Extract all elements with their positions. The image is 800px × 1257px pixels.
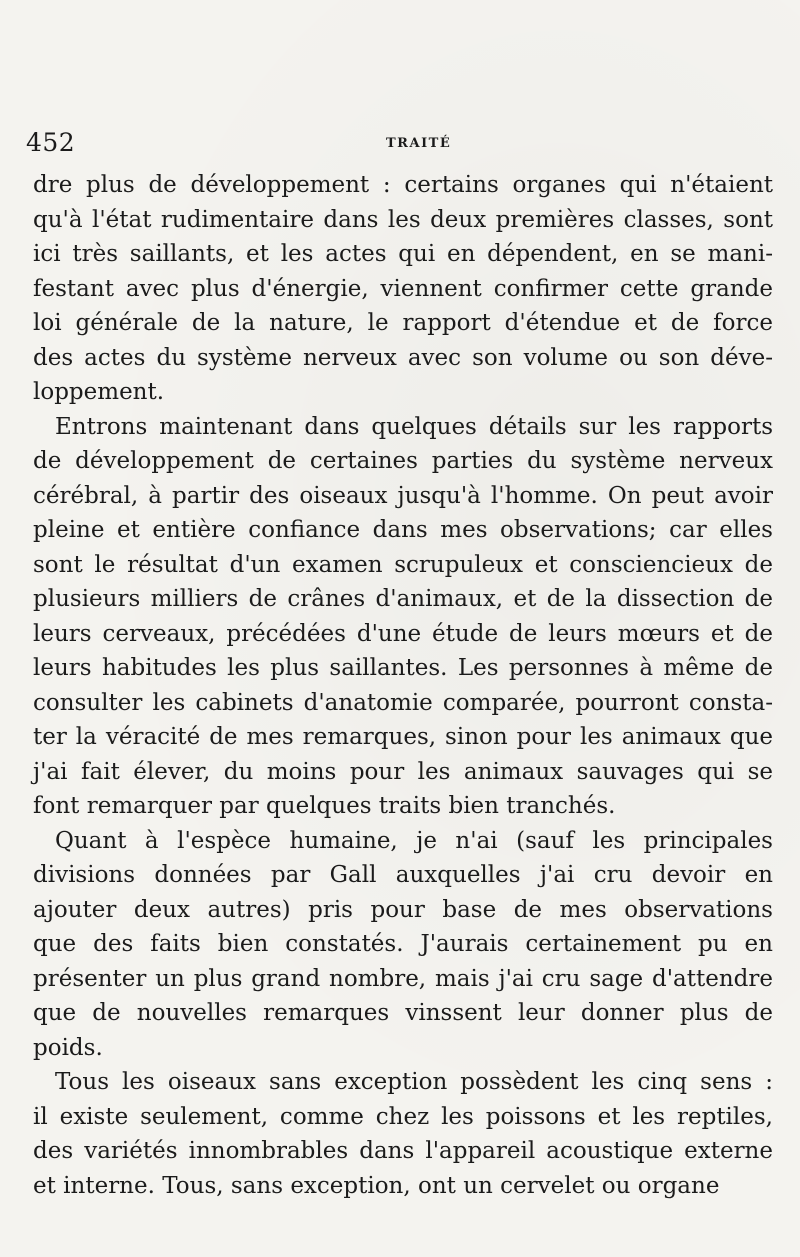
text-line: présenter un plus grand nombre, mais j'ai cru sage d'attendre bbox=[33, 965, 773, 992]
text-line: divisions données par Gall auxquelles j'ai cru devoir en bbox=[33, 862, 773, 888]
text-line: Quant à l'espèce humaine, je n'ai (sauf les principales bbox=[55, 827, 773, 854]
text-line: loppement. bbox=[33, 379, 165, 405]
page-number: 452 bbox=[26, 128, 76, 157]
text-line: plusieurs milliers de crânes d'animaux, et de la dissection de bbox=[33, 586, 773, 612]
paragraph bbox=[33, 168, 773, 410]
text-line: festant avec plus d'énergie, viennent confirmer cette grande bbox=[33, 275, 773, 302]
text-line: et interne. Tous, sans exception, ont un cervelet ou organe bbox=[33, 1172, 720, 1199]
paragraph bbox=[33, 824, 773, 1066]
text-line: ajouter deux autres) pris pour base de mes observations bbox=[33, 896, 773, 923]
text-line: ter la véracité de mes remarques, sinon pour les animaux que bbox=[33, 724, 773, 750]
page-header bbox=[26, 128, 786, 168]
text-line: j'ai fait élever, du moins pour les animaux sauvages qui se bbox=[33, 758, 773, 785]
text-line: Tous les oiseaux sans exception possèdent les cinq sens : bbox=[55, 1069, 773, 1095]
text-line: qu'à l'état rudimentaire dans les deux premières classes, sont bbox=[33, 206, 773, 233]
paragraph bbox=[33, 410, 773, 824]
body-text bbox=[33, 168, 773, 1203]
text-line: consulter les cabinets d'anatomie comparée, pourront consta- bbox=[33, 689, 773, 716]
text-line: cérébral, à partir des oiseaux jusqu'à l'homme. On peut avoir bbox=[33, 482, 773, 509]
text-line: des actes du système nerveux avec son volume ou son déve- bbox=[33, 344, 773, 371]
text-line: leurs habitudes les plus saillantes. Les personnes à même de bbox=[33, 655, 773, 681]
text-line: ici très saillants, et les actes qui en dépendent, en se mani- bbox=[33, 241, 773, 267]
text-line: des variétés innombrables dans l'appareil acoustique externe bbox=[33, 1138, 773, 1164]
text-line: que des faits bien constatés. J'aurais certainement pu en bbox=[33, 931, 773, 957]
text-line: font remarquer par quelques traits bien tranchés. bbox=[33, 793, 616, 819]
text-line: sont le résultat d'un examen scrupuleux et consciencieux de bbox=[33, 551, 773, 578]
text-line: poids. bbox=[33, 1034, 103, 1061]
text-line: pleine et entière confiance dans mes observations; car elles bbox=[33, 517, 773, 543]
text-line: il existe seulement, comme chez les poissons et les reptiles, bbox=[33, 1103, 773, 1130]
running-title: TRAITÉ bbox=[386, 136, 452, 151]
text-line: leurs cerveaux, précédées d'une étude de leurs mœurs et de bbox=[33, 620, 773, 647]
text-line: que de nouvelles remarques vinssent leur donner plus de bbox=[33, 1000, 773, 1026]
paragraph bbox=[33, 1065, 773, 1203]
text-line: loi générale de la nature, le rapport d'étendue et de force bbox=[33, 310, 773, 336]
text-line: de développement de certaines parties du système nerveux bbox=[33, 448, 773, 474]
text-line: dre plus de développement : certains organes qui n'étaient bbox=[33, 172, 773, 198]
text-line: Entrons maintenant dans quelques détails sur les rapports bbox=[55, 413, 773, 440]
